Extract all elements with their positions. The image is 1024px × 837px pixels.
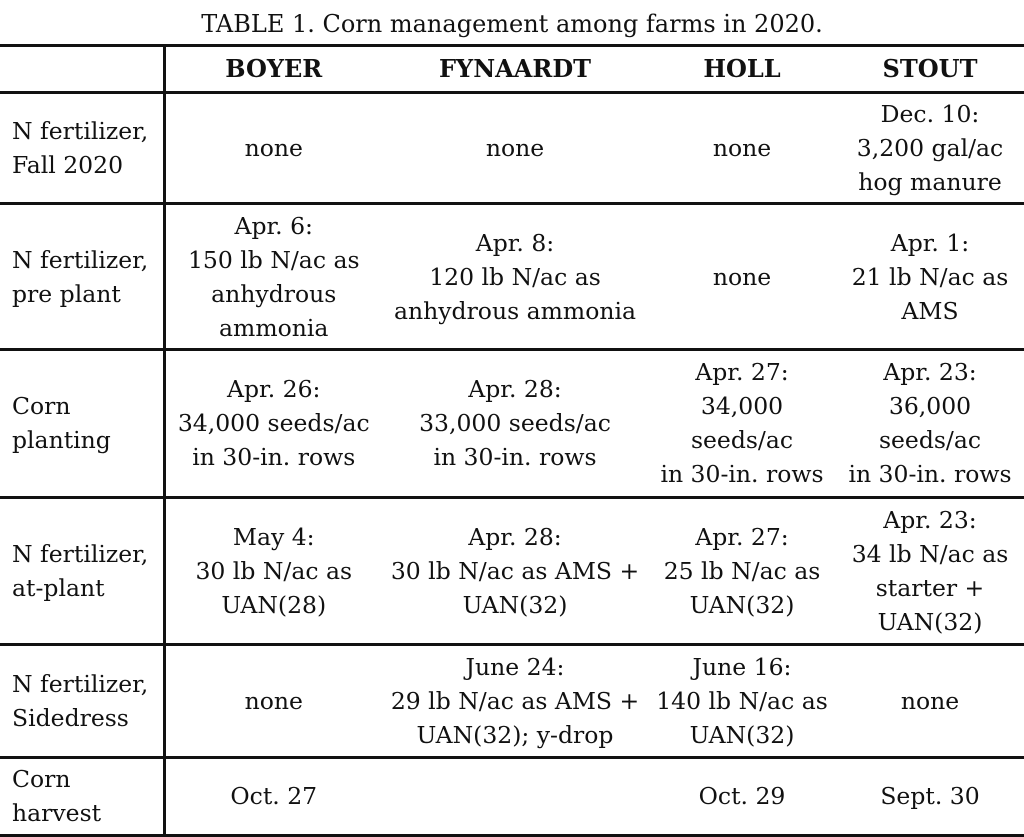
table-cell: Apr. 23: 36,000 seeds/ac in 30-in. rows xyxy=(848,358,1012,489)
table-cell: Apr. 6: 150 lb N/ac as anhydrous ammonia xyxy=(187,211,360,342)
header-row xyxy=(0,46,1024,93)
table-cell: Oct. 27 xyxy=(230,782,318,811)
row-label: N fertilizer, Sidedress xyxy=(0,644,164,757)
table-cell: June 16: 140 lb N/ac as UAN(32) xyxy=(656,652,828,749)
table-cell: Apr. 28: 30 lb N/ac as AMS + UAN(32) xyxy=(390,522,640,619)
row-label: Corn planting xyxy=(0,350,164,497)
table-cell: none xyxy=(244,686,303,715)
table-cell: Oct. 29 xyxy=(698,782,786,811)
table-cell: none xyxy=(712,262,772,291)
table-cell: June 24: 29 lb N/ac as AMS + UAN(32); y-drop xyxy=(390,652,640,749)
table-cell: Apr. 26: 34,000 seeds/ac in 30-in. rows xyxy=(177,375,370,472)
table-cell xyxy=(382,757,648,835)
column-header-stout: STOUT xyxy=(882,54,978,84)
table-row xyxy=(0,93,1024,204)
table-cell: Apr. 28: 33,000 seeds/ac in 30-in. rows xyxy=(419,375,611,472)
column-header-holl: HOLL xyxy=(703,54,781,84)
table-cell: Dec. 10: 3,200 gal/ac hog manure xyxy=(856,100,1004,197)
table-row xyxy=(0,497,1024,644)
table-cell: Sept. 30 xyxy=(880,782,980,811)
table-row xyxy=(0,644,1024,757)
row-label: N fertilizer, Fall 2020 xyxy=(0,93,164,204)
table-cell: Apr. 23: 34 lb N/ac as starter + UAN(32) xyxy=(851,505,1009,636)
table-cell: none xyxy=(712,134,772,163)
column-header-fynaardt: FYNAARDT xyxy=(439,54,591,84)
table-cell: May 4: 30 lb N/ac as UAN(28) xyxy=(195,522,353,619)
row-label: N fertilizer, pre plant xyxy=(0,204,164,350)
column-header-boyer: BOYER xyxy=(225,54,323,84)
table-row xyxy=(0,204,1024,350)
table-cell: none xyxy=(900,686,960,715)
row-label: Corn harvest xyxy=(0,757,164,835)
table-cell: Apr. 27: 34,000 seeds/ac in 30-in. rows xyxy=(660,358,824,489)
row-label: N fertilizer, at-plant xyxy=(0,497,164,644)
header-corner xyxy=(0,46,164,93)
table-cell: none xyxy=(485,134,545,163)
table-cell: Apr. 8: 120 lb N/ac as anhydrous ammonia xyxy=(393,228,637,325)
table-caption: TABLE 1. Corn management among farms in 2020. xyxy=(201,10,823,38)
table-row xyxy=(0,757,1024,835)
table-cell: Apr. 27: 25 lb N/ac as UAN(32) xyxy=(663,522,821,619)
corn-management-table xyxy=(0,44,1024,837)
table-row xyxy=(0,350,1024,497)
table-cell: Apr. 1: 21 lb N/ac as AMS xyxy=(851,228,1009,325)
table-cell: none xyxy=(244,134,303,163)
